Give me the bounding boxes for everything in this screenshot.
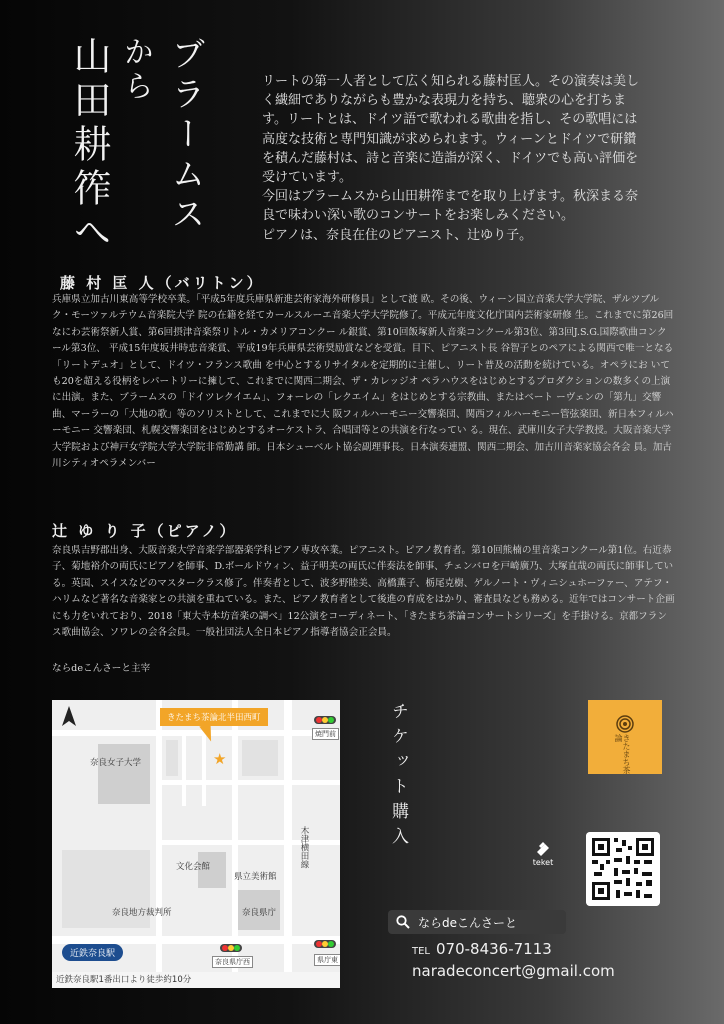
north-arrow-icon (60, 706, 78, 728)
phone-line[interactable] (412, 940, 552, 958)
venue-star-icon: ★ (213, 750, 227, 768)
sign-kencho-nishi: 奈良県庁西 (212, 956, 253, 968)
teket-logo[interactable] (532, 842, 554, 867)
traffic-light-icon (220, 944, 242, 952)
map-label-bunka: 文化会館 (176, 862, 211, 872)
email-address[interactable]: naradeconcert@gmail.com (412, 962, 615, 980)
title-kara: から (118, 36, 153, 104)
performer-bio-fujimura: 兵庫県立加古川東高等学校卒業。「平成5年度兵庫県新進芸術家海外研修員」として渡 欧。その後、ウィーン国立音楽大学大学院、ザルツブルク・モーツァルテウム音楽院大学 院の在籍を経てカールスルーエ音楽大学大学院修了。平成元年度文化庁国内芸術家研修 生。これまでに第26回なにわ芸術祭新人賞、第6回摂津音楽祭リトル・カメリアコンクー ル銀賞、第10回飯塚新人音楽コンクール第3位、第3回J.S.G.国際歌曲コンクール第3位、 平成15年度坂井時忠音楽賞、平成19年兵庫県芸術奨励賞などを受賞。目下、ピアニスト長 谷智子とのペアによる関西で唯一となる「リートデュオ」として、ドイツ・フランス歌曲 を中心とするリサイタルを定期的に主催し、リート普及の活動を続けている。オペラにお いても20を超える役柄をレパートリーに擁して、これまでに関西二期会、ザ・カレッジオ ペラハウスをはじめとするプロダクションの数多くの上演に出演。また、ブラームスの「ドイツレクイエム」、フォーレの「レクエイム」をはじめとする宗教曲、またはベート ーヴェンの「第九」交響曲、マーラーの「大地の歌」等のソリストとして、これまでに大 阪フィルハーモニー交響楽団、関西フィルハーモニー管弦楽団、新日本フィルハーモニー 交響楽団、札幌交響楽団をはじめとするオーケストラ、合唱団等との共演を行なってい る。現在、武庫川女子大学教授。大阪音楽大学大学院および神戸女学院大学大学院非常勤講 師。日本シューベルト協会副理事長。日本演奏連盟、関西二期会、加古川音楽家協会各会 員。加古川シティオペラメンバー (52, 294, 674, 470)
logo-text: きたまち茶論 (614, 734, 631, 774)
map-label-street: 木津横田線 (299, 826, 309, 869)
teket-icon (535, 842, 551, 856)
teket-label: teket (532, 858, 554, 867)
search-icon (396, 915, 410, 929)
venue-label: きたまち茶論北半田西町 (160, 708, 268, 726)
map-label-university: 奈良女子大学 (90, 758, 142, 768)
sign-yakeyama: 焼門前 (312, 728, 339, 740)
traffic-light-icon (314, 716, 336, 724)
intro-paragraph: ピアノは、奈良在住のピアニスト、辻ゆり子。 (262, 227, 533, 243)
intro-paragraph: リートの第一人者として広く知られる藤村匡人。その演奏は美しく繊細でありながらも豊かな表現力を持ち、聴衆の心を打ちます。リートとは、ドイツ語で歌われる歌曲を指し、その歌唱には高度な技術と専門知識が求められます。ウィーンとドイツで研鑽を積んだ藤村は、詩と音楽に造詣が深く、ドイツでも高い評価を受けています。 (262, 74, 640, 186)
intro-paragraph: 今回はブラームスから山田耕筰までを取り上げます。秋深まる奈良で味わい深い歌のコンサートをお楽しみください。 (262, 189, 638, 224)
search-box[interactable] (388, 910, 566, 934)
map-label-prefecture: 奈良県庁 (242, 908, 277, 918)
tel-label: TEL (412, 946, 430, 957)
performer-heading-fujimura: 藤 村 匡 人（バリトン） (60, 274, 265, 292)
title-brahms: ブラームス (165, 36, 205, 236)
map-label-museum: 県立美術館 (234, 872, 277, 882)
map-label-court: 奈良地方裁判所 (112, 908, 172, 918)
access-map[interactable] (52, 700, 340, 988)
sign-kencho-higashi: 県庁東 (314, 954, 340, 966)
map-footer: 近鉄奈良駅1番出口より徒歩約10分 (52, 972, 340, 988)
kitamachi-logo (588, 700, 662, 774)
title-yamada: 山田耕筰へ (67, 36, 111, 256)
traffic-light-icon (314, 940, 336, 948)
ticket-heading: チケット購入 (388, 702, 408, 852)
spiral-icon (615, 714, 635, 734)
host-credit: ならdeこんさーと主宰 (52, 663, 151, 674)
performer-bio-tsuji: 奈良県吉野郡出身、大阪音楽大学音楽学部器楽学科ピアノ専攻卒業。ピアニスト。ピアノ教育者。第10回熊楠の里音楽コンクール第1位。右近恭子、菊地裕介の両氏にピアノを師事、D.ボールドウィン、益子明美の両氏に伴奏法を師事、チェンバロを戸崎廣乃、大塚直哉の両氏に師事している。英国、スイスなどのマスタークラス修了。伴奏者として、波多野睦美、高橋薫子、栃尾克樹、ゲルノート・ヴィニシュホーファー、アテフ・ハリムなど著名な音楽家との共演を重ねている。また、ピアノ教育者として後進の育成をはかり、審査員なども務める。近年ではコンサート企画にも力をいれており、2018「東大寺本坊音楽の調べ」12公演をコーディネート、「きたまち茶論コンサートシリーズ」を手掛ける。京都フランス歌曲協会、ソワレの会各会員。一般社団法人全日本ピアノ指導者協会正会員。 (52, 545, 675, 639)
qr-code[interactable] (586, 832, 660, 906)
phone-number: 070-8436-7113 (436, 940, 552, 958)
performer-heading-tsuji: 辻 ゆ り 子（ピアノ） (52, 522, 238, 540)
intro-text (262, 72, 646, 245)
search-text: ならdeこんさーと (418, 915, 518, 930)
station-label: 近鉄奈良駅 (62, 944, 123, 961)
